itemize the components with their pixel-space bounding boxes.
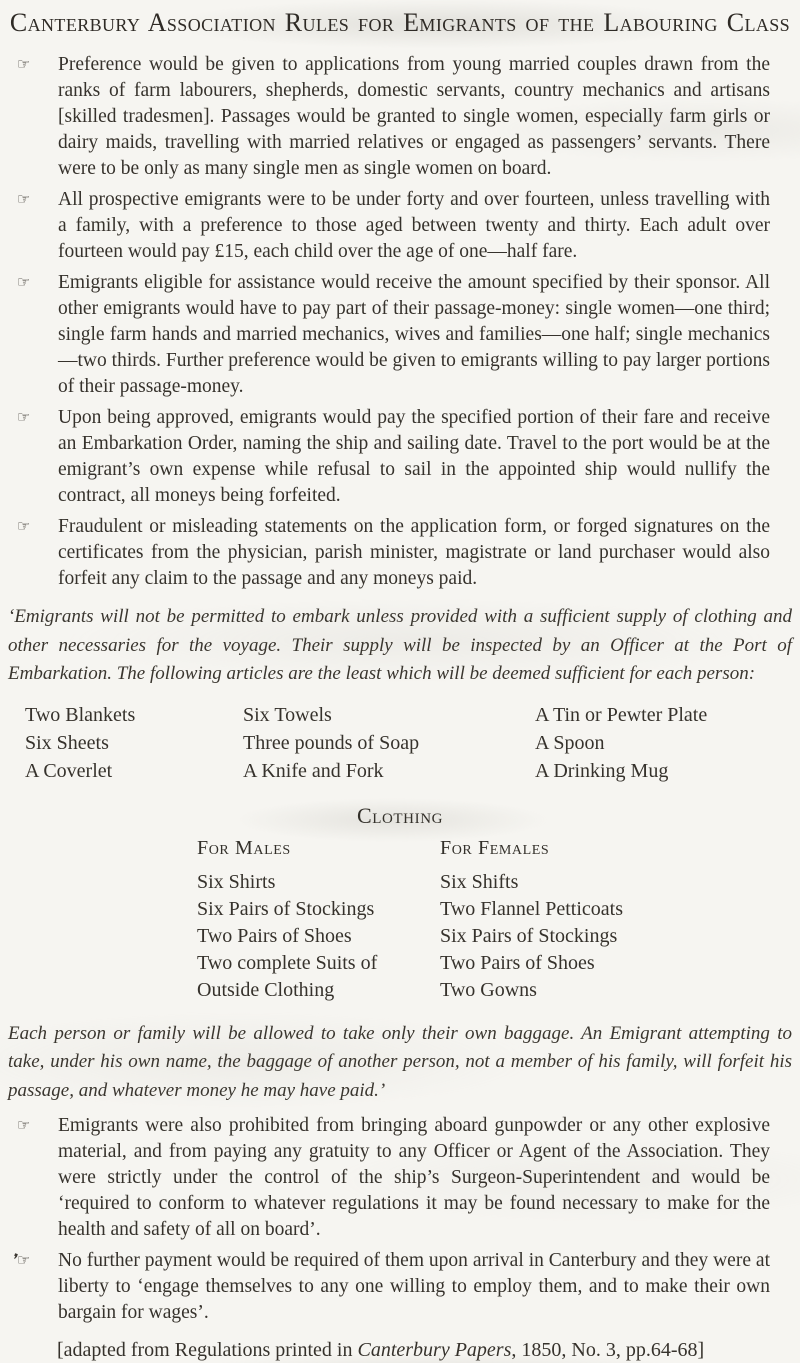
rule-text: Fraudulent or misleading statements on the application form, or forged signatures on the certificates from the physician, parish minister, magistrate or land purchaser would also forfeit any claim to the passage and any moneys paid.	[58, 516, 770, 589]
manicule-icon: ☞	[17, 55, 31, 73]
rules-bottom-section	[0, 1113, 800, 1331]
citation-suffix: , 1850, No. 3, pp.64-68]	[511, 1339, 705, 1361]
manicule-icon: ☞	[17, 1251, 31, 1269]
manicule-icon: ☞	[17, 517, 31, 535]
clothing-females-column	[440, 835, 623, 1004]
manicule-icon: ☞	[17, 190, 31, 208]
clothing-item: Six Shifts	[440, 870, 519, 893]
rule-item	[0, 1113, 800, 1248]
clothing-males-column	[197, 835, 440, 1004]
clothing-item: Two complete Suits of Outside Clothing	[197, 951, 378, 1001]
citation-prefix: [adapted from Regulations printed in	[57, 1339, 358, 1361]
supply-item: Six Sheets	[25, 731, 109, 754]
supply-item: A Knife and Fork	[243, 759, 384, 782]
rule-item	[0, 270, 800, 405]
manicule-icon: ☞	[17, 1116, 31, 1134]
supply-item: A Coverlet	[25, 759, 113, 782]
males-heading: For Males	[197, 836, 291, 859]
females-heading: For Females	[440, 836, 550, 859]
supplies-column-3	[535, 701, 707, 785]
rule-text: All prospective emigrants were to be under forty and over fourteen, unless travelling with a family, with a preference to those aged between twenty and thirty. Each adult over fourteen would pay £15, each child over the age of one—half fare.	[58, 189, 770, 262]
manicule-icon: ☞	[17, 273, 31, 291]
clothing-item: Six Pairs of Stockings	[197, 897, 375, 920]
rule-item	[0, 514, 800, 597]
citation-source-title: Canterbury Papers	[357, 1339, 512, 1361]
source-citation	[57, 1337, 770, 1363]
clothing-item: Two Flannel Petticoats	[440, 897, 624, 920]
supply-item: Two Blankets	[25, 703, 136, 726]
rule-text: Preference would be given to applications from young married couples drawn from the ranks of farm labourers, shepherds, domestic servants, country mechanics and artisans [skilled tradesmen]. Passages would be granted to single women, especially farm girls or dairy maids, travelling with married relatives or engaged as passengers’ servants. There were to be only as many single men as single women on board.	[58, 54, 770, 179]
rule-item	[0, 52, 800, 187]
clothing-item: Six Pairs of Stockings	[440, 924, 618, 947]
rule-item	[0, 1248, 800, 1331]
clothing-heading: Clothing	[356, 802, 444, 828]
rule-text: Emigrants eligible for assistance would receive the amount specified by their sponsor. All other emigrants would have to pay part of their passage-money: single women—one third; single farm hands and married mechanics, wives and families—one half; single mechanics—two thirds. Further preference would be given to emigrants willing to pay larger portions of their passage-money.	[58, 272, 770, 397]
supply-item: A Tin or Pewter Plate	[535, 703, 708, 726]
supply-item: A Spoon	[535, 731, 605, 754]
page-title: Canterbury Association Rules for Emigrants of the Labouring Class	[9, 8, 791, 37]
baggage-quote: Each person or family will be allowed to take only their own baggage. An Emigrant attempting to take, under his own name, the baggage of another person, not a member of his family, will forfeit his passage, and whatever money he may have paid.’	[8, 1022, 792, 1101]
supplies-column-1	[25, 701, 243, 785]
rule-item	[0, 187, 800, 270]
rules-top-section	[0, 52, 800, 597]
supply-item: A Drinking Mug	[535, 759, 669, 782]
ink-smudge-artifact: ❜	[9, 1251, 20, 1270]
clothing-item: Two Gowns	[440, 978, 537, 1001]
supplies-list	[25, 701, 800, 785]
clothing-item: Two Pairs of Shoes	[440, 951, 595, 974]
supplies-column-2	[243, 701, 535, 785]
clothing-columns	[197, 835, 800, 1004]
rule-text: Emigrants were also prohibited from bringing aboard gunpowder or any other explosive material, and from paying any gratuity to any Officer or Agent of the Association. They were strictly under the control of the ship’s Surgeon-Superintendent and would be ‘required to conform to whatever regulations it may be found necessary to make for the health and safety of all on board’.	[58, 1115, 770, 1240]
rule-text: No further payment would be required of them upon arrival in Canterbury and they were at liberty to ‘engage themselves to any one willing to employ them, and to make their own bargain for wages’.	[58, 1250, 770, 1323]
supplies-quote: ‘Emigrants will not be permitted to embark unless provided with a sufficient supply of clothing and other necessaries for the voyage. Their supply will be inspected by an Officer at the Port of Embarkation. The following articles are the least which will be deemed sufficient for each person:	[8, 606, 792, 684]
supply-item: Six Towels	[243, 703, 332, 726]
rule-item	[0, 405, 800, 514]
supply-item: Three pounds of Soap	[243, 731, 420, 754]
clothing-item: Six Shirts	[197, 870, 276, 893]
rule-text: Upon being approved, emigrants would pay the specified portion of their fare and receive an Embarkation Order, naming the ship and sailing date. Travel to the port would be at the emigrant’s own expense while refusal to sail in the appointed ship would nullify the contract, all moneys being forfeited.	[58, 407, 770, 506]
manicule-icon: ☞	[17, 408, 31, 426]
clothing-item: Two Pairs of Shoes	[197, 924, 352, 947]
